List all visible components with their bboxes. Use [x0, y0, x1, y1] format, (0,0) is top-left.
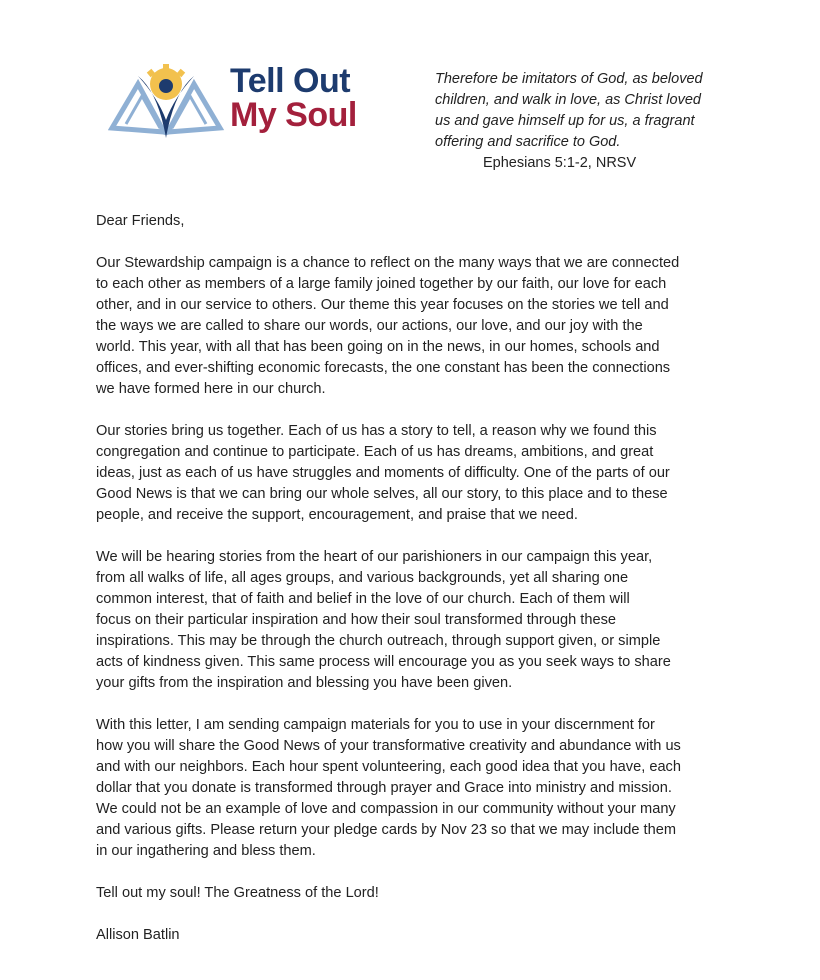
paragraph-line: and with our neighbors. Each hour spent volunteering, each good idea that you have, each — [96, 759, 681, 775]
paragraph-line: Good News is that we can bring our whole selves, all our story, to this place and to these — [96, 486, 668, 502]
paragraph-line: in our ingathering and bless them. — [96, 843, 316, 859]
paragraph-line: inspirations. This may be through the church outreach, through support given, or simple — [96, 633, 661, 649]
paragraph-line: dollar that you donate is transformed through prayer and Grace into ministry and mission. — [96, 780, 672, 796]
paragraph-line: people, and receive the support, encouragement, and praise that we need. — [96, 507, 578, 523]
closing — [96, 883, 681, 904]
paragraph-line: to each other as members of a large family joined together by our faith, our love for each — [96, 276, 667, 292]
paragraph-line: and various gifts. Please return your pledge cards by Nov 23 so that we may include them — [96, 822, 677, 838]
quote-line: Therefore be imitators of God, as beloved — [435, 71, 703, 87]
paragraph-line: how you will share the Good News of your transformative creativity and abundance with us — [96, 738, 681, 754]
paragraph-line: we have formed here in our church. — [96, 381, 326, 397]
logo-line-2: My Soul — [230, 96, 357, 134]
paragraph-line: congregation and continue to participate. Each of us has dreams, ambitions, and great — [96, 444, 654, 460]
logo-wordmark — [230, 64, 357, 132]
paragraph-line: common interest, that of faith and belief in the love of our church. Each of them will — [96, 591, 630, 607]
paragraph-line: focus on their particular inspiration and how their soul transformed through these — [96, 612, 616, 628]
salutation-text: Dear Friends, — [96, 213, 185, 229]
closing-text: Tell out my soul! The Greatness of the Lord! — [96, 885, 379, 901]
quote-line: children, and walk in love, as Christ loved — [435, 92, 701, 108]
salutation — [96, 211, 681, 232]
paragraph-line: We will be hearing stories from the heart of our parishioners in our campaign this year, — [96, 549, 653, 565]
paragraph-3 — [96, 547, 681, 694]
paragraph-line: other, and in our service to others. Our theme this year focuses on the stories we tell and — [96, 297, 669, 313]
paragraph-1 — [96, 253, 681, 400]
paragraph-4 — [96, 715, 681, 862]
quote-reference: Ephesians 5:1-2, NRSV — [483, 155, 637, 171]
paragraph-line: world. This year, with all that has been going on in the news, in our homes, schools and — [96, 339, 660, 355]
paragraph-2 — [96, 421, 681, 526]
paragraph-line: With this letter, I am sending campaign materials for you to use in your discernment for — [96, 717, 655, 733]
tell-out-my-soul-logo — [108, 62, 378, 142]
signature — [96, 925, 681, 946]
paragraph-line: acts of kindness given. This same process will encourage you as you seek ways to share — [96, 654, 671, 670]
paragraph-line: Our Stewardship campaign is a chance to reflect on the many ways that we are connected — [96, 255, 680, 271]
paragraph-line: ideas, just as each of us have struggles and moments of difficulty. One of the parts of our — [96, 465, 670, 481]
paragraph-line: from all walks of life, all ages groups, and various backgrounds, yet all sharing one — [96, 570, 629, 586]
quote-line: us and gave himself up for us, a fragrant — [435, 113, 695, 129]
paragraph-line: your gifts from the inspiration and blessing you have been given. — [96, 675, 513, 691]
paragraph-line: the ways we are called to share our words, our actions, our love, and our joy with the — [96, 318, 643, 334]
quote-line: offering and sacrifice to God. — [435, 134, 621, 150]
logo-line-1: Tell Out — [230, 62, 351, 100]
paragraph-line: Our stories bring us together. Each of us has a story to tell, a reason why we found this — [96, 423, 657, 439]
signature-text: Allison Batlin — [96, 927, 180, 943]
paragraph-line: We could not be an example of love and compassion in our community without your many — [96, 801, 676, 817]
paragraph-line: offices, and ever-shifting economic forecasts, the one constant has been the connections — [96, 360, 671, 376]
open-book-figure-icon — [108, 62, 228, 142]
scripture-quote — [435, 69, 703, 174]
letter-body — [96, 211, 681, 967]
